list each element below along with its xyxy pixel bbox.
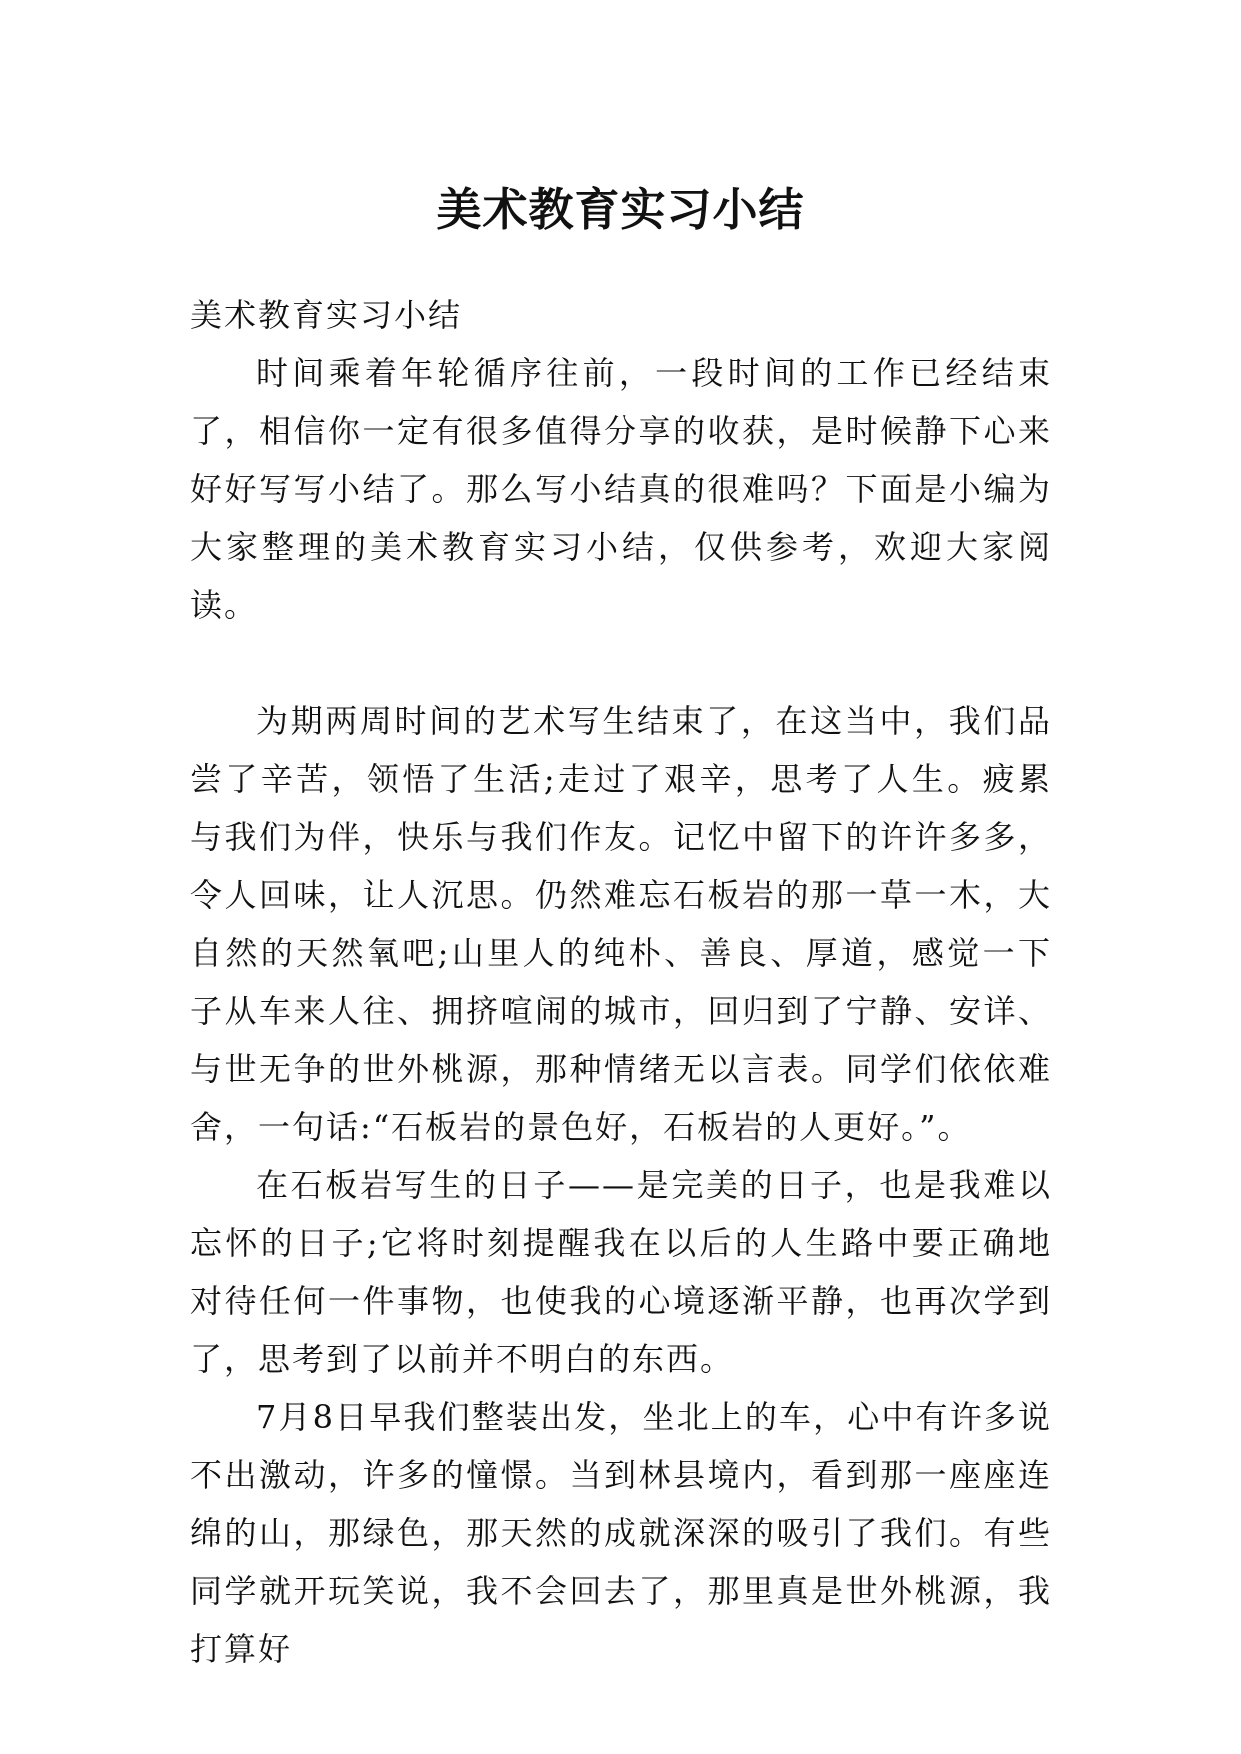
- body-paragraph: 在石板岩写生的日子——是完美的日子，也是我难以忘怀的日子;它将时刻提醒我在以后的人生路中要正确地对待任何一件事物，也使我的心境逐渐平静，也再次学到了，思考到了以前并不明白的东西。: [190, 1166, 1052, 1378]
- body-paragraph: 7月8日早我们整装出发，坐北上的车，心中有许多说不出激动，许多的憧憬。当到林县境内，看到那一座座连绵的山，那绿色，那天然的成就深深的吸引了我们。有些同学就开玩笑说，我不会回去了，那里真是世外桃源，我打算好: [190, 1398, 1052, 1668]
- paragraph-spacer: [190, 634, 1052, 692]
- document-subtitle: 美术教育实习小结: [190, 296, 463, 334]
- intro-paragraph: 时间乘着年轮循序往前，一段时间的工作已经结束了，相信你一定有很多值得分享的收获，是时候静下心来好好写写小结了。那么写小结真的很难吗？下面是小编为大家整理的美术教育实习小结，仅供参考，欢迎大家阅读。: [190, 354, 1052, 624]
- document-title: 美术教育实习小结: [436, 183, 805, 237]
- body-paragraph: 为期两周时间的艺术写生结束了，在这当中，我们品尝了辛苦，领悟了生活;走过了艰辛，思考了人生。疲累与我们为伴，快乐与我们作友。记忆中留下的许许多多，令人回味，让人沉思。仍然难忘石板岩的那一草一木，大自然的天然氧吧;山里人的纯朴、善良、厚道，感觉一下子从车来人往、拥挤喧闹的城市，回归到了宁静、安详、与世无争的世外桃源，那种情绪无以言表。同学们依依难舍，一句话:“石板岩的景色好，石板岩的人更好。”。: [190, 702, 1052, 1146]
- document-body: [190, 286, 1052, 1678]
